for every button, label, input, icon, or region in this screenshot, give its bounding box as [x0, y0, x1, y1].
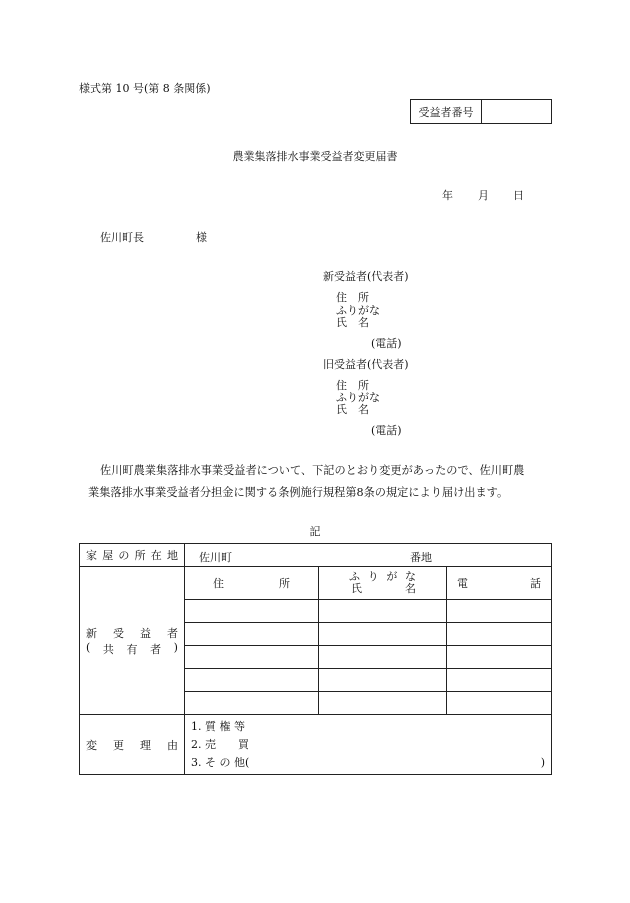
recipient-number-box	[410, 99, 552, 124]
change-reason-label: 変 更 理 由	[86, 738, 178, 752]
form-table	[79, 543, 552, 775]
old-beneficiary-heading: 旧受益者(代表者)	[323, 358, 409, 371]
new-name-label: 氏 名	[336, 316, 369, 329]
old-address-label: 住 所	[336, 379, 369, 392]
house-location-field[interactable]	[185, 544, 552, 567]
col-furigana-name-header	[319, 567, 447, 600]
reason-option-3-label: 3. そ の 他(	[191, 755, 250, 769]
addressee-name: 佐川町長	[100, 231, 144, 244]
owners-header-row	[80, 567, 552, 600]
date-month: 月	[478, 189, 489, 202]
owner-address-cell[interactable]	[185, 692, 319, 715]
new-owners-label-line1: 新 受 益 者	[86, 626, 178, 640]
town-label: 佐川町	[199, 551, 232, 564]
owner-phone-cell[interactable]	[447, 692, 552, 715]
old-furigana-label: ふりがな	[336, 391, 380, 404]
recipient-number-label: 受益者番号	[411, 100, 482, 123]
owner-name-cell[interactable]	[319, 692, 447, 715]
change-reason-label-cell	[80, 715, 185, 775]
new-furigana-label: ふりがな	[336, 304, 380, 317]
addressee-suffix: 様	[196, 231, 207, 244]
reason-option-3[interactable]	[191, 754, 545, 772]
owner-name-cell[interactable]	[319, 646, 447, 669]
col-phone-header	[447, 567, 552, 600]
reason-option-1[interactable]: 1. 質 権 等	[191, 719, 245, 733]
owner-address-cell[interactable]	[185, 646, 319, 669]
ki-label: 記	[309, 525, 321, 538]
change-reason-row	[80, 715, 552, 775]
new-beneficiary-heading: 新受益者(代表者)	[323, 270, 409, 283]
new-address-label: 住 所	[336, 291, 369, 304]
body-text-line1: 佐川町農業集落排水事業受益者について、下記のとおり変更があったので、佐川町農	[100, 464, 525, 477]
house-location-label: 家 屋 の 所 在 地	[86, 549, 178, 562]
body-text-line2: 業集落排水事業受益者分担金に関する条例施行規程第8条の規定により届け出ます。	[88, 486, 509, 499]
owner-phone-cell[interactable]	[447, 623, 552, 646]
house-location-label-cell	[80, 544, 185, 567]
document-title: 農業集落排水事業受益者変更届書	[232, 150, 398, 163]
recipient-number-field[interactable]	[482, 100, 551, 123]
old-name-label: 氏 名	[336, 403, 369, 416]
date-day: 日	[513, 189, 524, 202]
owner-name-cell[interactable]	[319, 623, 447, 646]
reason-option-3-close: )	[540, 755, 546, 769]
owner-name-cell[interactable]	[319, 669, 447, 692]
owner-phone-cell[interactable]	[447, 669, 552, 692]
owner-phone-cell[interactable]	[447, 646, 552, 669]
col-name-text: 氏 名	[351, 582, 416, 595]
banchi-label: 番地	[410, 551, 432, 564]
old-phone-label: (電話)	[371, 424, 402, 437]
owner-phone-cell[interactable]	[447, 600, 552, 623]
house-location-row	[80, 544, 552, 567]
owner-address-cell[interactable]	[185, 669, 319, 692]
change-reason-options	[185, 715, 552, 775]
reason-option-2[interactable]: 2. 売 買	[191, 737, 249, 751]
new-owners-label-line2: ( 共 有 者 )	[86, 640, 178, 656]
new-phone-label: (電話)	[371, 337, 402, 350]
col-phone-text: 電 話	[457, 577, 542, 590]
col-address-header	[185, 567, 319, 600]
date-year: 年	[442, 189, 453, 202]
owner-address-cell[interactable]	[185, 623, 319, 646]
form-number: 様式第 10 号(第 8 条関係)	[79, 82, 211, 95]
col-address-text: 住 所	[213, 577, 290, 590]
owner-address-cell[interactable]	[185, 600, 319, 623]
owner-name-cell[interactable]	[319, 600, 447, 623]
new-owners-label-cell	[80, 567, 185, 715]
col-furigana-text: ふ り が な	[349, 570, 416, 583]
